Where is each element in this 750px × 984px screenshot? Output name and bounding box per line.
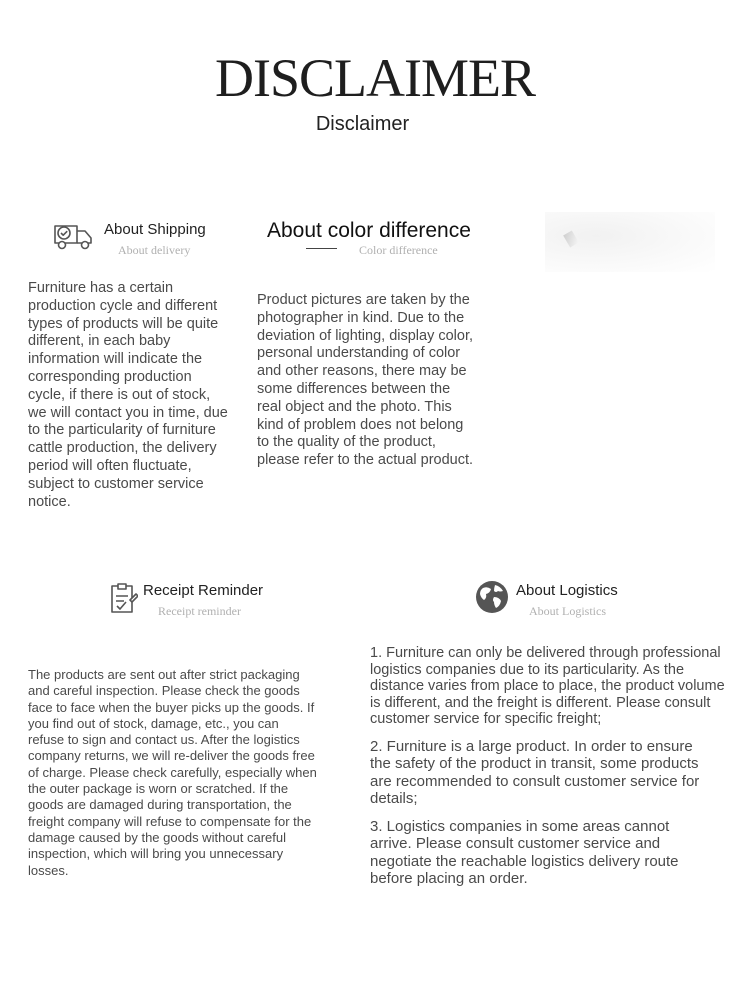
text-line: is different, and the freight is different. Please consult: [370, 694, 711, 711]
text-line: cattle production, the delivery: [28, 440, 217, 457]
text-line: period will often fluctuate,: [28, 457, 192, 474]
text-line: the outer package is worn or scratched. If the: [28, 781, 289, 797]
text-line: before placing an order.: [370, 870, 528, 888]
text-line: 1. Furniture can only be delivered through professional: [370, 645, 721, 661]
logistics-subtitle: About Logistics: [529, 604, 606, 618]
text-line: goods are damaged during transportation, the: [28, 797, 292, 813]
shipping-title: About Shipping: [104, 221, 206, 238]
text-line: damage caused by the goods without careful: [28, 829, 287, 845]
text-line: distance varies from place to place, the product volume: [370, 678, 725, 695]
logistics-title: About Logistics: [516, 582, 618, 599]
text-line: different, in each baby: [28, 333, 171, 350]
text-line: negotiate the reachable logistics delivery route: [370, 852, 679, 870]
text-line: information will indicate the: [28, 351, 203, 368]
text-line: Product pictures are taken by the: [257, 292, 470, 308]
color-text: [257, 292, 502, 470]
text-line: arrive. Please consult customer service and: [370, 835, 661, 853]
text-line: freight company will refuse to compensate for the: [28, 813, 312, 829]
text-line: refuse to sign and contact us. After the logistics: [28, 732, 300, 748]
text-line: you find out of stock, damage, etc., you can: [28, 715, 279, 731]
text-line: cycle, if there is out of stock,: [28, 386, 211, 403]
text-line: real object and the photo. This: [257, 398, 452, 415]
text-line: and careful inspection. Please check the goods: [28, 683, 300, 699]
text-line: 2. Furniture is a large product. In order to ensure: [370, 737, 693, 755]
globe-icon: [475, 580, 509, 614]
text-line: production cycle and different: [28, 297, 218, 314]
shipping-text: [28, 280, 258, 511]
text-line: to the quality of the product,: [257, 434, 436, 451]
text-line: we will contact you in time, due: [28, 404, 228, 421]
text-line: customer service for specific freight;: [370, 711, 602, 728]
page-title: DISCLAIMER: [214, 48, 535, 108]
text-line: please refer to the actual product.: [257, 452, 474, 469]
text-line: are recommended to consult customer service for: [370, 772, 700, 790]
text-line: company returns, we will re-deliver the goods free: [28, 748, 315, 764]
text-line: subject to customer service: [28, 475, 204, 492]
text-line: types of products will be quite: [28, 315, 219, 332]
receipt-subtitle: Receipt reminder: [158, 604, 241, 618]
divider: [306, 248, 337, 249]
color-subtitle: Color difference: [359, 243, 438, 257]
logistics-paragraph-3: [370, 818, 740, 888]
page-subtitle: Disclaimer: [315, 113, 410, 135]
text-line: personal understanding of color: [257, 345, 461, 362]
shipping-subtitle: About delivery: [118, 243, 191, 257]
color-title: About color difference: [267, 219, 471, 242]
text-line: 3. Logistics companies in some areas cannot: [370, 817, 670, 835]
logistics-paragraph-1: [370, 645, 740, 728]
text-line: losses.: [28, 862, 69, 878]
text-line: Furniture has a certain: [28, 280, 174, 296]
text-line: details;: [370, 790, 418, 808]
text-line: notice.: [28, 493, 71, 510]
text-line: the safety of the product in transit, some products: [370, 755, 699, 773]
clipboard-check-icon: [108, 582, 138, 616]
truck-icon: [52, 220, 96, 252]
text-line: to the particularity of furniture: [28, 422, 216, 439]
text-line: of charge. Please check carefully, especially when: [28, 764, 317, 780]
text-line: kind of problem does not belong: [257, 416, 464, 433]
text-line: corresponding production: [28, 368, 192, 385]
receipt-text: [28, 667, 348, 879]
logistics-text: [370, 645, 740, 898]
text-line: The products are sent out after strict packaging: [28, 667, 300, 682]
text-line: inspection, which will bring you unnecessary: [28, 846, 284, 862]
text-line: logistics companies due to its particularity. As the: [370, 661, 685, 678]
text-line: photographer in kind. Due to the: [257, 309, 465, 326]
logistics-paragraph-2: [370, 738, 740, 808]
receipt-title: Receipt Reminder: [143, 582, 264, 599]
text-line: and other reasons, there may be: [257, 363, 467, 380]
text-line: face to face when the buyer picks up the goods. If: [28, 699, 315, 715]
text-line: some differences between the: [257, 380, 451, 397]
text-line: deviation of lighting, display color,: [257, 327, 474, 344]
